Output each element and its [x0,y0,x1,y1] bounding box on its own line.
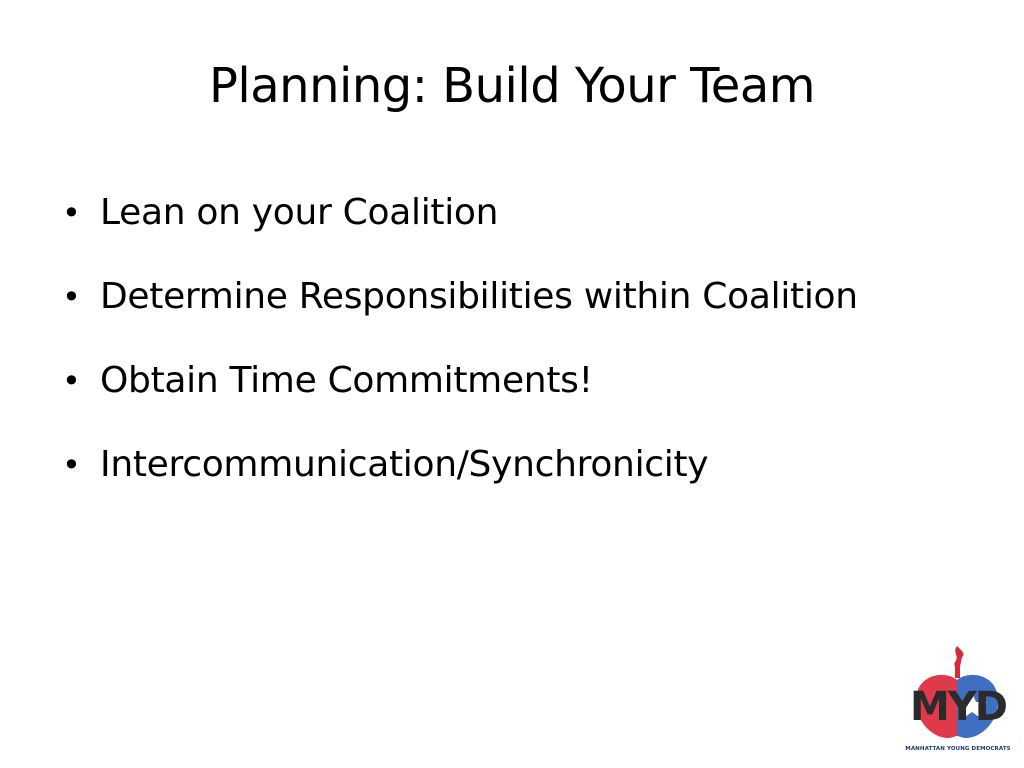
bullet-text: Lean on your Coalition [100,192,499,233]
bullet-dot: • [62,278,81,316]
bullet-text: Intercommunication/Synchronicity [100,444,709,485]
logo-letters: MYD [910,684,1006,730]
bullet-list [56,192,858,528]
bullet-dot: • [62,446,81,484]
bullet-dot: • [62,194,81,232]
bullet-dot: • [62,362,81,400]
bullet-text: Obtain Time Commitments! [100,360,593,401]
torch-icon [954,646,963,678]
bullet-text: Determine Responsibilities within Coalition [100,276,858,317]
bullet-item [56,276,858,360]
bullet-item [56,192,858,276]
bullet-item [56,444,858,528]
myd-logo-graphic [900,642,1016,746]
logo-caption: MANHATTAN YOUNG DEMOCRATS [905,746,1011,752]
slide-title: Planning: Build Your Team [208,58,816,114]
bullet-item [56,360,858,444]
myd-logo [900,642,1016,760]
